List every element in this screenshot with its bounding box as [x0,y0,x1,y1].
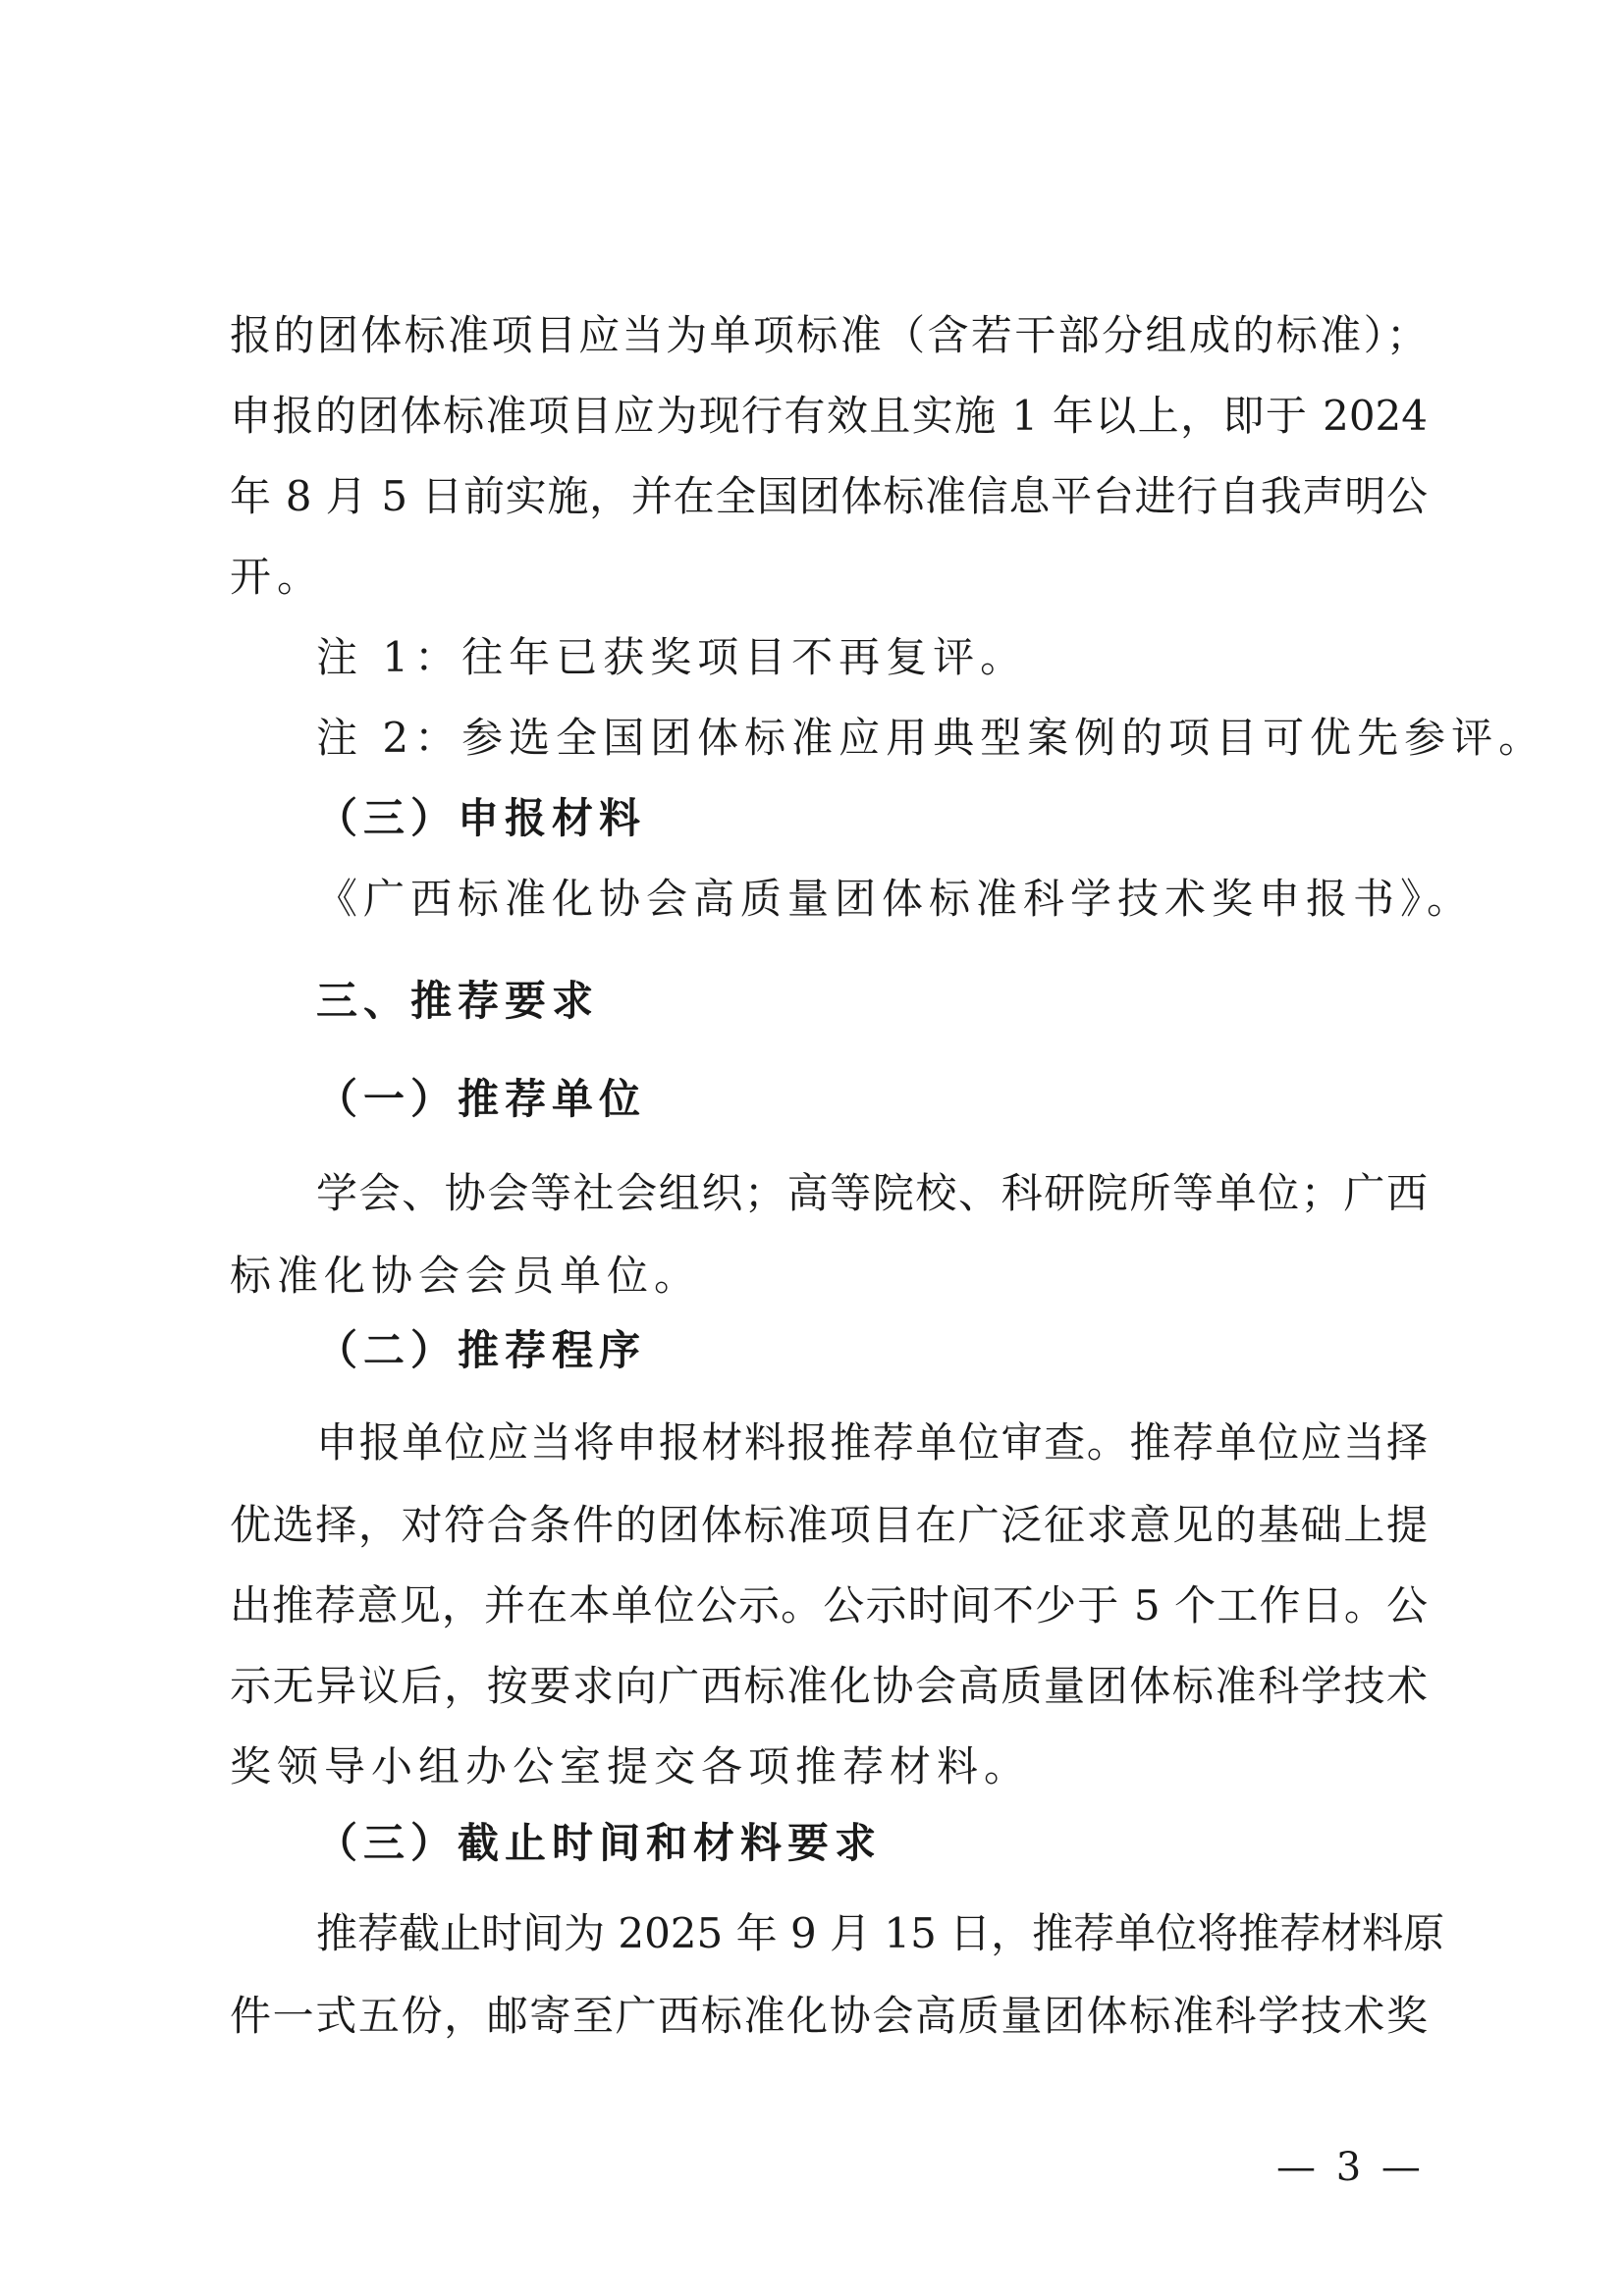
chapter-heading: 三、推荐要求 [316,977,600,1025]
text-line: 申报单位应当将申报材料报推荐单位审查。推荐单位应当择 [316,1418,1428,1467]
page-number: — 3 — [1276,2145,1425,2190]
text-line: 优选择，对符合条件的团体标准项目在广泛征求意见的基础上提 [230,1501,1428,1549]
text-line: 《广西标准化协会高质量团体标准科学技术奖申报书》。 [316,875,1475,923]
text-line: 年 8 月 5 日前实施，并在全国团体标准信息平台进行自我声明公 [230,472,1428,520]
text-line: 示无异议后，按要求向广西标准化协会高质量团体标准科学技术 [230,1662,1428,1710]
text-line: 推荐截止时间为 2025 年 9 月 15 日，推荐单位将推荐材料原 [316,1909,1445,1957]
note-line: 注 2：参选全国团体标准应用典型案例的项目可优先参评。 [316,714,1546,762]
text-line: 开。 [230,553,325,601]
text-line: 学会、协会等社会组织；高等院校、科研院所等单位；广西 [316,1169,1428,1217]
text-line: 标准化协会会员单位。 [230,1252,702,1300]
section-heading: （二）推荐程序 [316,1326,647,1374]
section-heading: （一）推荐单位 [316,1075,647,1123]
note-line: 注 1：往年已获奖项目不再复评。 [316,633,1028,681]
text-line: 申报的团体标准项目应为现行有效且实施 1 年以上，即于 2024 [230,392,1428,440]
section-heading: （三）申报材料 [316,794,647,842]
text-line: 奖领导小组办公室提交各项推荐材料。 [230,1742,1032,1790]
text-line: 报的团体标准项目应当为单项标准（含若干部分组成的标准）； [230,311,1428,359]
text-line: 出推荐意见，并在本单位公示。公示时间不少于 5 个工作日。公 [230,1581,1428,1629]
text-line: 件一式五份，邮寄至广西标准化协会高质量团体标准科学技术奖 [230,1992,1428,2040]
section-heading: （三）截止时间和材料要求 [316,1819,883,1867]
